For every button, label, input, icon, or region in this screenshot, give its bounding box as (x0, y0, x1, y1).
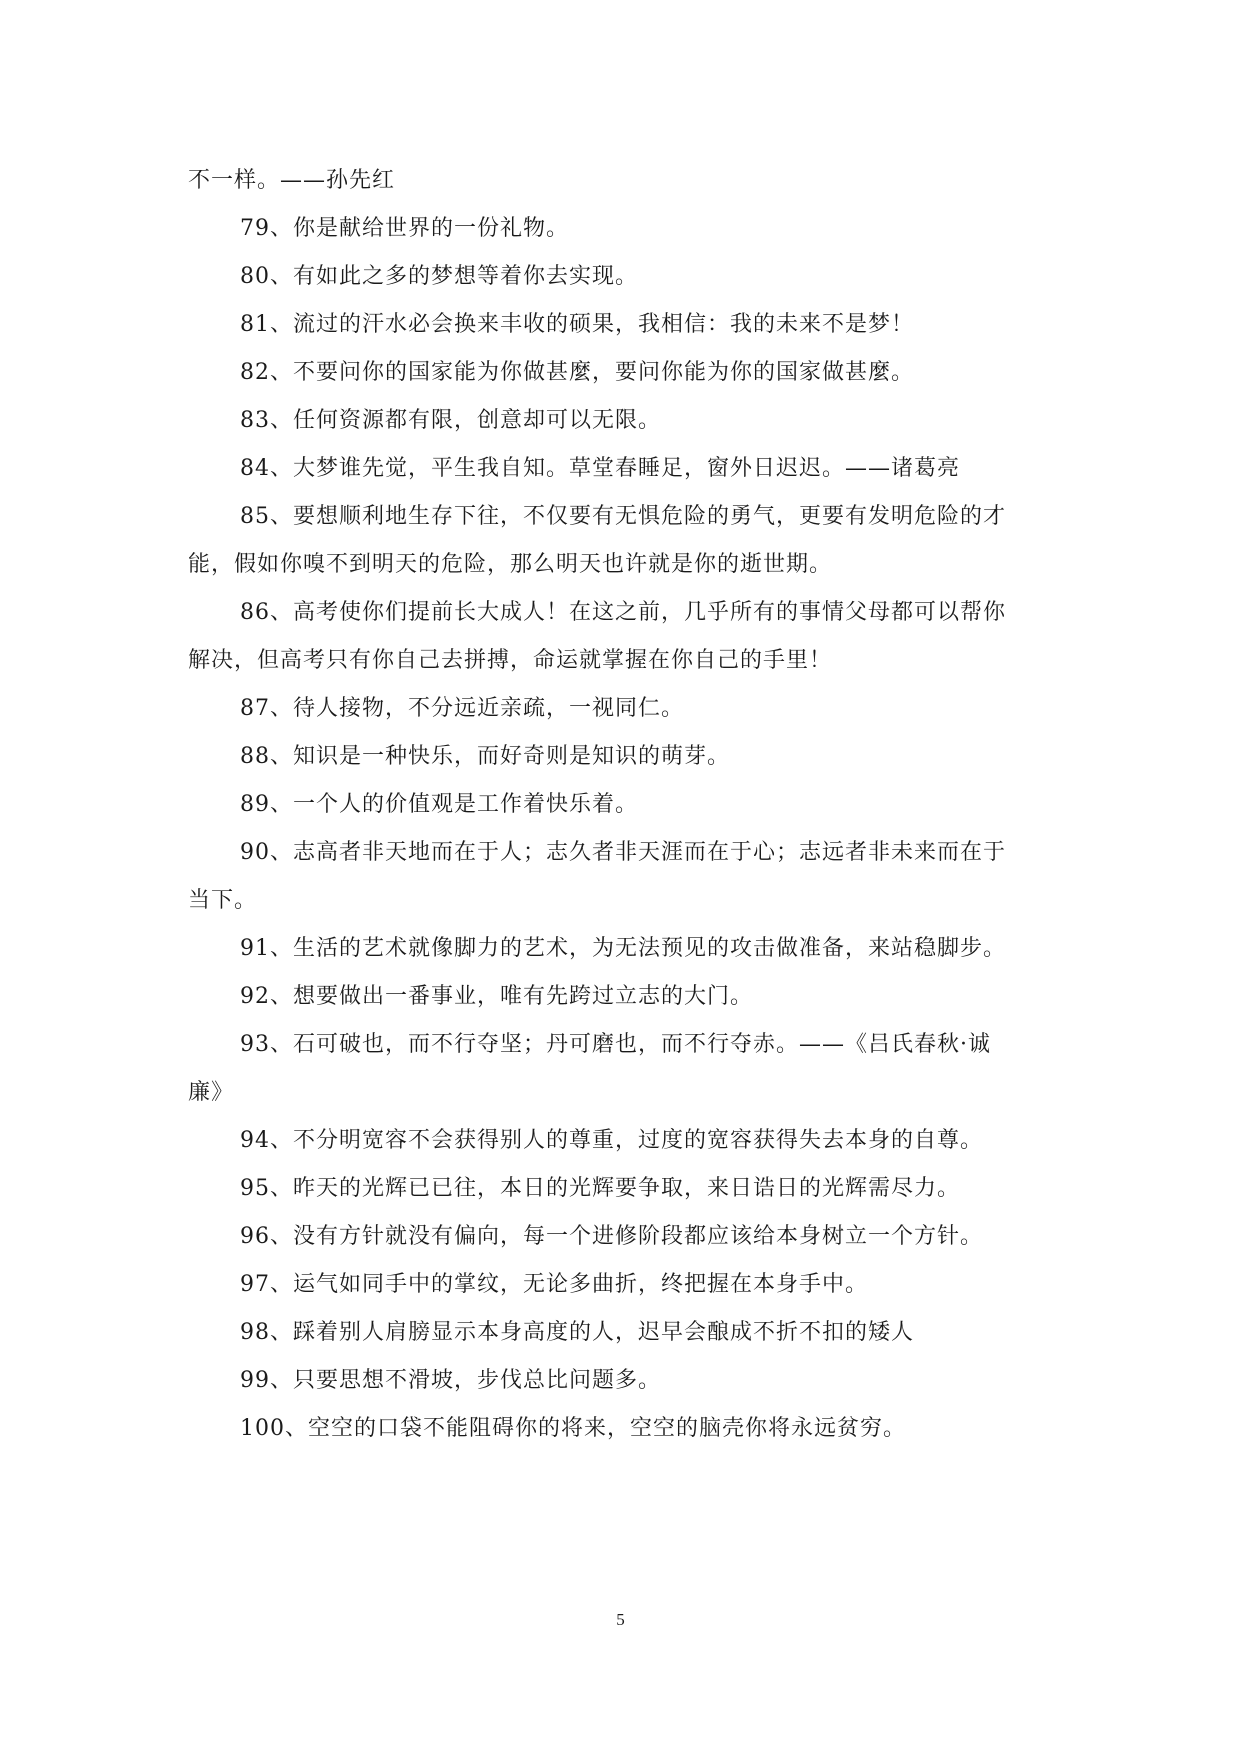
text-line: 82、不要问你的国家能为你做甚麼，要问你能为你的国家做甚麼。 (240, 360, 914, 385)
text-line: 93、石可破也，而不行夺坚；丹可磨也，而不行夺赤。——《吕氏春秋·诚 (240, 1032, 991, 1057)
text-line: 85、要想顺利地生存下往，不仅要有无惧危险的勇气，更要有发明危险的才 (240, 504, 1006, 529)
text-line: 能，假如你嗅不到明天的危险，那么明天也许就是你的逝世期。 (188, 552, 833, 577)
text-line: 87、待人接物，不分远近亲疏，一视同仁。 (240, 696, 684, 721)
text-line: 88、知识是一种快乐，而好奇则是知识的萌芽。 (240, 744, 730, 769)
text-line: 80、有如此之多的梦想等着你去实现。 (240, 264, 638, 289)
text-line: 84、大梦谁先觉，平生我自知。草堂春睡足，窗外日迟迟。——诸葛亮 (240, 456, 960, 481)
text-line: 90、志高者非天地而在于人；志久者非天涯而在于心；志远者非未来而在于 (240, 840, 1006, 865)
text-line: 100、空空的口袋不能阻碍你的将来，空空的脑壳你将永远贫穷。 (240, 1416, 906, 1441)
text-line: 96、没有方针就没有偏向，每一个进修阶段都应该给本身树立一个方针。 (240, 1224, 983, 1249)
text-line: 83、任何资源都有限，创意却可以无限。 (240, 408, 661, 433)
text-line: 97、运气如同手中的掌纹，无论多曲折，终把握在本身手中。 (240, 1272, 868, 1297)
text-line: 当下。 (188, 888, 258, 913)
text-line: 91、生活的艺术就像脚力的艺术，为无法预见的攻击做准备，来站稳脚步。 (240, 936, 1006, 961)
text-line: 廉》 (188, 1080, 235, 1105)
page-number: 5 (616, 1610, 625, 1629)
text-line: 86、高考使你们提前长大成人！在这之前，几乎所有的事情父母都可以帮你 (240, 600, 1006, 625)
text-line: 95、昨天的光辉已已往，本日的光辉要争取，来日诰日的光辉需尽力。 (240, 1176, 960, 1201)
text-line: 98、踩着别人肩膀显示本身高度的人，迟早会酿成不折不扣的矮人 (240, 1320, 914, 1345)
text-line: 92、想要做出一番事业，唯有先跨过立志的大门。 (240, 984, 753, 1009)
text-line: 解决，但高考只有你自己去拼搏，命运就掌握在你自己的手里！ (188, 648, 833, 673)
text-line: 89、一个人的价值观是工作着快乐着。 (240, 792, 638, 817)
text-line: 79、你是献给世界的一份礼物。 (240, 216, 569, 241)
text-line: 94、不分明宽容不会获得别人的尊重，过度的宽容获得失去本身的自尊。 (240, 1128, 983, 1153)
text-line: 81、流过的汗水必会换来丰收的硕果，我相信：我的未来不是梦！ (240, 312, 914, 337)
text-line: 99、只要思想不滑坡，步伐总比问题多。 (240, 1368, 661, 1393)
text-line: 不一样。——孙先红 (188, 168, 396, 193)
page-body (188, 157, 1068, 1453)
